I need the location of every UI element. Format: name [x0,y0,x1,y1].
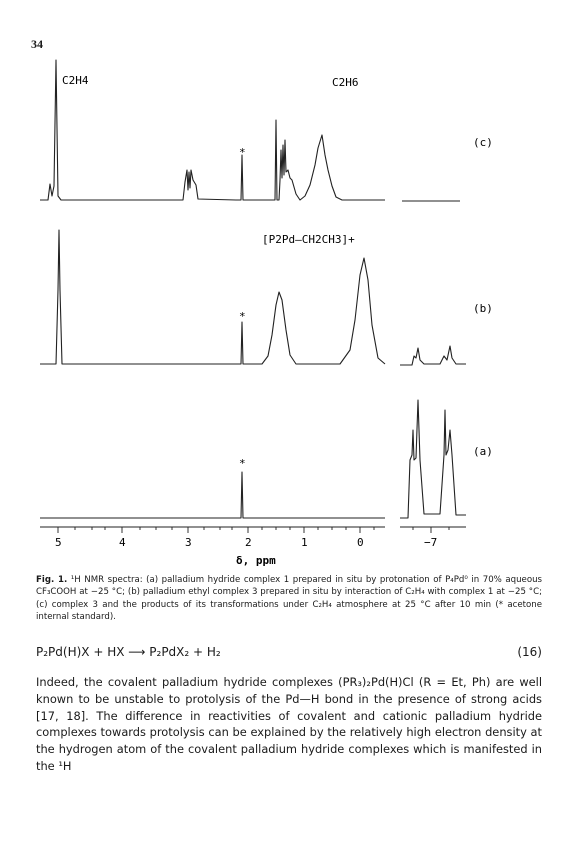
asterisk-b: * [239,310,246,323]
tick-label-2: 2 [245,536,252,549]
figure-caption [36,574,542,624]
label-trace-c: (c) [473,136,493,149]
tick-label-1: 1 [301,536,308,549]
tick-label-0: 0 [357,536,364,549]
trace-b-spectrum [40,230,385,364]
tick-label-5: 5 [55,536,62,549]
label-pd-ethyl-complex: [P2Pd–CH2CH3]+ [262,233,355,246]
equation-16 [36,645,542,659]
label-c2h6: C2H6 [332,76,359,89]
equation-text: P₂Pd(H)X + HX ⟶ P₂PdX₂ + H₂ [36,645,221,659]
caption-text: ¹H NMR spectra: (a) palladium hydride complex 1 prepared in situ by protonation of P₄Pd⁰ in 70% aqueous CF₃COOH at −25 °C; (b) palladium ethyl complex 3 prepared in situ by interaction of C₂H₄ with complex 1 at −25 °C; (c) complex 3 and the products of its transformations under C₂H₄ atmosphere at 25 °C after 10 min (* acetone internal standard). [36,575,543,623]
label-trace-a: (a) [473,445,493,458]
trace-b-inset [400,346,466,365]
label-trace-b: (b) [473,302,493,315]
axis-label: δ, ppm [236,554,276,567]
tick-label-4: 4 [119,536,126,549]
equation-number: (16) [517,645,542,659]
label-c2h4: C2H4 [62,74,89,87]
asterisk-a: * [239,457,246,470]
axis-tick-labels [55,536,437,549]
body-paragraph: Indeed, the covalent palladium hydride complexes (PR₃)₂Pd(H)Cl (R = Et, Ph) are well known to be unstable to protolysis of the Pd—H bond in the presence of strong acids [17, 18]. The difference in reactivities of covalent and cationic palladium hydride complexes towards protolysis can be explained by the relatively high electron density at the hydrogen atom of the covalent palladium hydride complexes which is manifested in the ¹H [36,675,542,773]
axis-ticks [58,527,449,533]
page-number: 34 [31,37,43,51]
asterisk-c: * [239,146,246,159]
trace-a-inset [400,400,466,518]
tick-label-minus7: −7 [424,536,438,549]
trace-a-spectrum [40,472,385,518]
tick-label-3: 3 [185,536,192,549]
caption-prefix: Fig. 1. [36,575,68,585]
